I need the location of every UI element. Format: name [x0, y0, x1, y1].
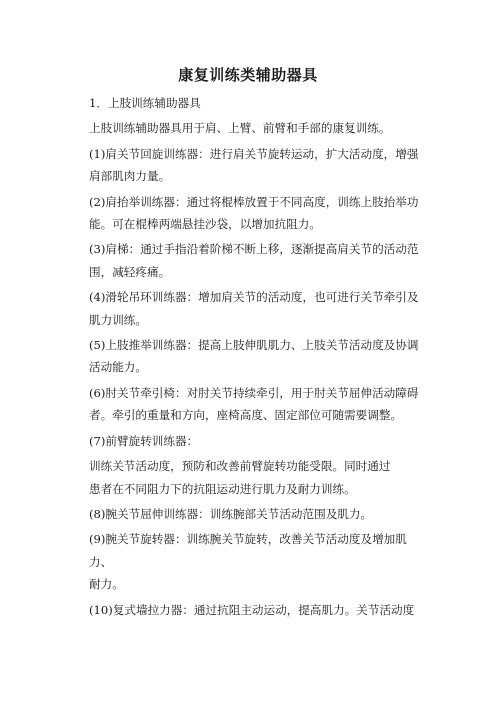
paragraph: (6)肘关节牵引椅：对肘关节持续牵引，用于肘关节屈伸活动障碍 者。牵引的重量和方向，座椅高度、固定部位可随需要调整。: [89, 385, 419, 423]
paragraph: (9)腕关节旋转器：训练腕关节旋转，改善关节活动度及增加肌力、 耐力。: [89, 532, 407, 592]
paragraph: (3)肩梯：通过手指沿着阶梯不断上移，逐渐提高肩关节的活动范 围，减轻疼痛。: [89, 242, 419, 279]
paragraph: (5)上肢推举训练器：提高上肢伸肌肌力、上肢关节活动度及协调 活动能力。: [89, 338, 419, 375]
paragraph: (1)肩关节回旋训练器：进行肩关节旋转运动，扩大活动度，增强 肩部肌肉力量。: [89, 146, 419, 184]
document-title: 康复训练类辅助器具: [178, 66, 318, 84]
document-body: [89, 92, 429, 621]
paragraph: 训练关节活动度，预防和改善前臂旋转功能受限。同时通过 患者在不同阻力下的抗阻运动进行肌力及耐力训练。: [89, 459, 391, 496]
paragraph: (4)滑轮吊环训练器：增加肩关节的活动度，也可进行关节牵引及 肌力训练。: [89, 290, 419, 327]
paragraph: (10)复式墙拉力器：通过抗阻主动运动，提高肌力。关节活动度: [89, 602, 415, 617]
paragraph: 上肢训练辅助器具用于肩、上臂、前臂和手部的康复训练。: [89, 121, 391, 136]
paragraph: (8)腕关节屈伸训练器：训练腕部关节活动范围及肌力。: [89, 506, 373, 521]
section-heading: 1．上肢训练辅助器具: [89, 96, 201, 110]
paragraph: (2)肩抬举训练器：通过将棍棒放置于不同高度，训练上肢抬举功 能。可在棍棒两端悬挂沙袋，以增加抗阻力。: [89, 194, 419, 232]
paragraph: (7)前臂旋转训练器：: [89, 433, 199, 448]
